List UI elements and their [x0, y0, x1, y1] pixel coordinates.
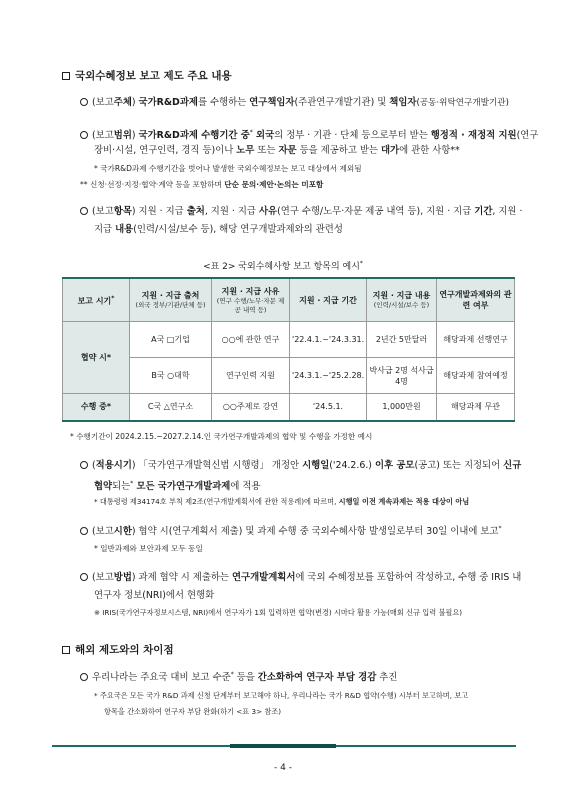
page-number: - 4 - [274, 763, 292, 773]
square-bullet-icon [62, 72, 70, 80]
cell-content: 1,000만원 [367, 394, 437, 421]
note-scope-1: * 국가R&D과제 수행기간을 벗어나 발생한 국외수혜정보는 보고 대상에서 제외됨 [94, 164, 362, 173]
item-report-items-line2: 지급 내용(인력/시설/보수 등), 해당 연구개발과제와의 관련성 [94, 224, 343, 235]
item-report-scope: (보고범위) 국가R&D과제 수행기간 중* 외국의 정부 · 기관 · 단체 등으로부터 받는 행정적 · 재정적 지원(연구 [80, 125, 538, 144]
note-timing: * 대통령령 제34174호 부칙 제2조(연구개발계획서에 관한 적용례)에 따르며, 시행일 이전 계속과제는 적용 대상이 아님 [94, 497, 470, 506]
report-items-table [62, 277, 515, 422]
table-header-row [63, 278, 515, 322]
item-report-items: (보고항목) 지원 · 지급 출처, 지원 · 지급 사유(연구 수행/노무·자문 제공 내역 등), 지원 · 지급 기간, 지원 · [80, 204, 522, 220]
cell-period: '24.3.1.~'25.2.28. [290, 358, 367, 394]
header-reason: 지원 · 지급 사유 (연구 수행/노무·자문 제공 내역 등) [212, 278, 290, 322]
cell-reason: ○○에 관한 연구 [212, 322, 290, 358]
footer-accent-bar [230, 744, 336, 748]
section-heading-2: 해외 제도와의 차이점 [62, 642, 174, 657]
square-bullet-icon [62, 646, 70, 654]
circle-bullet-icon [80, 527, 88, 535]
table-row [63, 358, 515, 394]
circle-bullet-icon [80, 207, 88, 215]
circle-bullet-icon [80, 461, 88, 469]
cell-period: '24.5.1. [290, 394, 367, 421]
group-execution: 수행 중* [63, 394, 130, 421]
item-report-subject: (보고주체) 국가R&D과제를 수행하는 연구책임자(주관연구개발기관) 및 책임자(공동·위탁연구개발기관) [80, 95, 509, 111]
note-method: ※ IRIS(국가연구자정보시스템, NRI)에서 연구자가 1회 입력하면 협약(변경) 시마다 활용 가능(매회 신규 입력 불필요) [94, 608, 463, 617]
table-footnote: * 수행기간이 2024.2.15.~2027.2.14.인 국가연구개발과제의 협약 및 수행을 가정한 예시 [70, 432, 373, 441]
cell-reason: 연구인력 지원 [212, 358, 290, 394]
cell-relation: 해당과제 참여예정 [437, 358, 515, 394]
circle-bullet-icon [80, 673, 88, 681]
circle-bullet-icon [80, 131, 88, 139]
section-heading-1: 국외수혜정보 보고 제도 주요 내용 [62, 68, 232, 83]
circle-bullet-icon [80, 573, 88, 581]
table-row [63, 394, 515, 421]
note-deadline: * 일반과제와 보안과제 모두 동일 [94, 544, 203, 553]
note-overseas-1: * 주요국은 모든 국가 R&D 과제 신청 단계부터 보고해야 하나, 우리나라는 국가 R&D 협약(수행) 시부터 보고하며, 보고 [94, 691, 469, 700]
header-report-timing: 보고 시기* [63, 278, 130, 322]
cell-content: 박사급 2명 석사급 4명 [367, 358, 437, 394]
cell-source: C국 △연구소 [130, 394, 212, 421]
note-overseas-2: 항목을 간소화하여 연구자 부담 완화(하기 <표 3> 참조) [104, 707, 282, 716]
item-report-deadline: (보고시한) 협약 시(연구계획서 제출) 및 과제 수행 중 국외수혜사항 발생일로부터 30일 이내에 보고* [80, 521, 501, 540]
item-report-method: (보고방법) 과제 협약 시 제출하는 연구개발계획서에 국외 수혜정보를 포함하여 작성하고, 수행 중 IRIS 내 [80, 570, 521, 586]
cell-period: '22.4.1.~'24.3.31. [290, 322, 367, 358]
item-report-method-line2: 연구자 정보(NRI)에서 현행화 [94, 590, 215, 601]
cell-relation: 해당과제 무관 [437, 394, 515, 421]
header-source: 지원 · 지급 출처 (외국 정부/기관/단체 등) [130, 278, 212, 322]
circle-bullet-icon [80, 98, 88, 106]
header-relation: 연구개발과제와의 관련 여부 [437, 278, 515, 322]
table-caption: <표 2> 국외수혜사항 보고 항목의 예시* [203, 260, 363, 272]
group-agreement: 협약 시* [63, 322, 130, 394]
cell-source: B국 ○대학 [130, 358, 212, 394]
cell-reason: ○○주제로 강연 [212, 394, 290, 421]
item-overseas-difference: 우리나라는 주요국 대비 보고 수준* 등을 간소화하여 연구자 부담 경감 추진 [80, 667, 397, 686]
item-applicable-timing-line2: 협약되는* 모든 국가연구개발과제에 적용 [94, 480, 261, 493]
item-report-scope-line2: 장비·시설, 연구인력, 경직 등)이나 노무 또는 자문 등을 제공하고 받는 대가에 관한 사항** [94, 145, 460, 156]
note-scope-2: ** 신청·선정·지정·협약·계약 등을 포함하며 단순 문의·제안·논의는 미포함 [80, 180, 324, 189]
table-row [63, 322, 515, 358]
cell-relation: 해당과제 선행연구 [437, 322, 515, 358]
header-period: 지원 · 지급 기간 [290, 278, 367, 322]
cell-source: A국 □기업 [130, 322, 212, 358]
cell-content: 2년간 5만달러 [367, 322, 437, 358]
item-applicable-timing: (적용시기) 「국가연구개발혁신법 시행령」 개정안 시행일('24.2.6.) 이후 공모(공고) 또는 지정되어 신규 [80, 458, 521, 474]
header-content: 지원 · 지급 내용 (인력/시설/보수 등) [367, 278, 437, 322]
